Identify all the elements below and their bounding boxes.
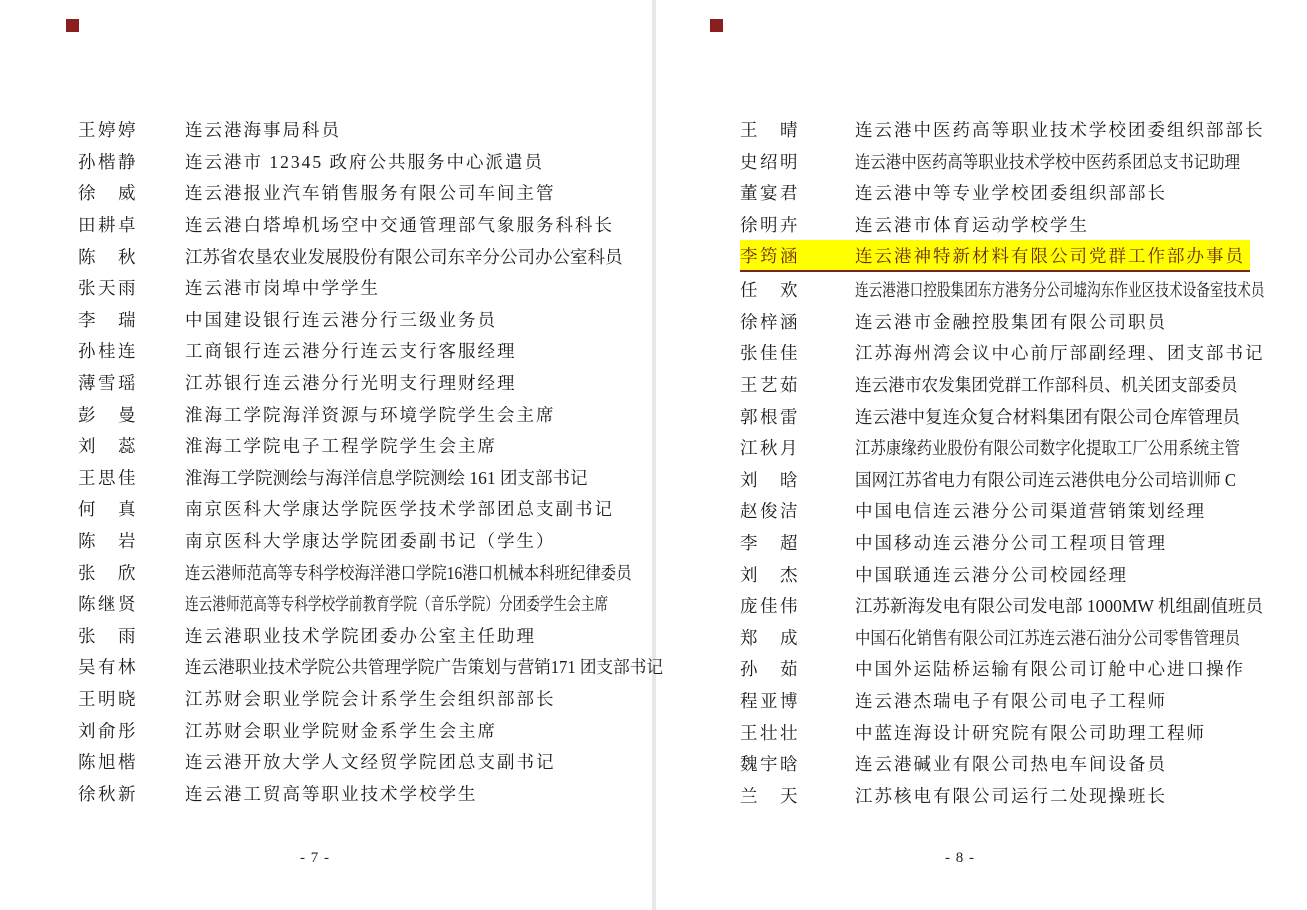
list-item	[78, 588, 728, 620]
person-name: 程亚博	[740, 690, 800, 711]
person-position: 江苏银行连云港分行光明支行理财经理	[185, 373, 517, 394]
person-name: 陈旭楷	[78, 752, 138, 773]
person-position: 连云港港口控股集团东方港务分公司墟沟东作业区技术设备室技术员	[855, 280, 1265, 301]
person-position: 淮海工学院测绘与海洋信息学院测绘 161 团支部书记	[185, 467, 588, 488]
person-name: 王艺茹	[740, 375, 800, 396]
person-position: 中国移动连云港分公司工程项目管理	[855, 533, 1167, 554]
list-item	[78, 777, 728, 809]
person-name: 董宴君	[740, 183, 800, 204]
list-item	[740, 748, 1307, 780]
list-item	[740, 400, 1307, 432]
list-item	[78, 651, 728, 683]
person-position: 连云港中等专业学校团委组织部部长	[855, 183, 1167, 204]
page-7-entries	[78, 114, 728, 809]
person-name: 王思佳	[78, 467, 138, 488]
person-name: 张天雨	[78, 278, 138, 299]
person-position: 连云港报业汽车销售服务有限公司车间主管	[185, 183, 556, 204]
list-item	[740, 274, 1307, 306]
person-name: 孙 茹	[740, 659, 800, 680]
list-item	[740, 779, 1307, 811]
list-item	[740, 653, 1307, 685]
person-name: 徐秋新	[78, 783, 138, 804]
list-item	[740, 527, 1307, 559]
list-item	[740, 716, 1307, 748]
person-position: 淮海工学院电子工程学院学生会主席	[185, 436, 497, 457]
list-item	[78, 272, 728, 304]
list-item	[78, 556, 728, 588]
person-name: 任 欢	[740, 280, 800, 301]
person-position: 连云港职业技术学院公共管理学院广告策划与营销171 团支部书记	[185, 657, 663, 678]
person-position: 国网江苏省电力有限公司连云港供电分公司培训师 C	[855, 469, 1236, 490]
person-name: 彭 曼	[78, 404, 138, 425]
list-item	[740, 622, 1307, 654]
list-item	[78, 430, 728, 462]
list-item	[78, 462, 728, 494]
person-name: 史绍明	[740, 151, 800, 172]
person-name: 兰 天	[740, 785, 800, 806]
list-item	[78, 240, 728, 272]
person-name: 张 雨	[78, 625, 138, 646]
person-name: 王明晓	[78, 688, 138, 709]
list-item	[78, 146, 728, 178]
person-name: 刘俞彤	[78, 720, 138, 741]
person-position: 连云港杰瑞电子有限公司电子工程师	[855, 690, 1167, 711]
list-item	[740, 464, 1307, 496]
person-name: 庞佳伟	[740, 596, 800, 617]
person-position: 工商银行连云港分行连云支行客服经理	[185, 341, 517, 362]
person-position: 江苏核电有限公司运行二处现操班长	[855, 785, 1167, 806]
person-name: 孙楷静	[78, 151, 138, 172]
list-item	[78, 493, 728, 525]
person-position: 中国石化销售有限公司江苏连云港石油分公司零售管理员	[855, 627, 1240, 648]
list-item	[740, 146, 1307, 178]
person-position: 连云港碱业有限公司热电车间设备员	[855, 754, 1167, 775]
person-name: 李 超	[740, 533, 800, 554]
person-position: 连云港开放大学人文经贸学院团总支副书记	[185, 752, 556, 773]
list-item	[740, 432, 1307, 464]
list-item	[78, 367, 728, 399]
person-position: 连云港市农发集团党群工作部科员、机关团支部委员	[855, 375, 1238, 396]
list-item	[78, 209, 728, 241]
person-position: 淮海工学院海洋资源与环境学院学生会主席	[185, 404, 556, 425]
person-name: 魏宇晗	[740, 754, 800, 775]
person-position: 江苏财会职业学院财金系学生会主席	[185, 720, 497, 741]
person-position: 连云港市体育运动学校学生	[855, 215, 1089, 236]
list-item	[78, 177, 728, 209]
person-name: 刘 杰	[740, 564, 800, 585]
list-item-highlighted	[740, 240, 1250, 272]
person-name: 赵俊洁	[740, 501, 800, 522]
person-position: 连云港白塔埠机场空中交通管理部气象服务科科长	[185, 215, 614, 236]
person-name: 陈 岩	[78, 531, 138, 552]
list-item	[78, 714, 728, 746]
person-position: 中蓝连海设计研究院有限公司助理工程师	[855, 722, 1206, 743]
page-7-number: - 7 -	[300, 850, 330, 866]
person-name: 刘 晗	[740, 469, 800, 490]
list-item	[78, 398, 728, 430]
person-name: 郑 成	[740, 627, 800, 648]
person-position: 江苏海州湾会议中心前厅部副经理、团支部书记	[855, 343, 1265, 364]
person-name: 张佳佳	[740, 343, 800, 364]
person-position: 中国电信连云港分公司渠道营销策划经理	[855, 501, 1206, 522]
person-position: 连云港中医药高等职业技术学校中医药系团总支书记助理	[855, 151, 1240, 172]
list-item	[740, 337, 1307, 369]
person-name: 刘 蕊	[78, 436, 138, 457]
list-item	[78, 114, 728, 146]
person-position: 连云港职业技术学院团委办公室主任助理	[185, 625, 536, 646]
person-position: 连云港工贸高等职业技术学校学生	[185, 783, 478, 804]
person-name: 孙桂连	[78, 341, 138, 362]
person-name: 徐明卉	[740, 215, 800, 236]
person-name: 李 瑞	[78, 309, 138, 330]
person-position: 连云港市 12345 政府公共服务中心派遣员	[185, 151, 544, 172]
person-position: 连云港海事局科员	[185, 120, 341, 141]
person-name: 徐梓涵	[740, 311, 800, 332]
person-name: 徐 威	[78, 183, 138, 204]
list-item	[78, 335, 728, 367]
person-name: 何 真	[78, 499, 138, 520]
list-item	[740, 558, 1307, 590]
person-position: 江苏财会职业学院会计系学生会组织部部长	[185, 688, 556, 709]
person-position: 中国外运陆桥运输有限公司订舱中心进口操作	[855, 659, 1245, 680]
person-position: 连云港市岗埠中学学生	[185, 278, 380, 299]
person-name: 李筠涵	[740, 245, 800, 266]
list-item	[740, 177, 1307, 209]
page-8-entries	[740, 114, 1307, 811]
list-item	[78, 304, 728, 336]
person-position: 连云港师范高等专科学校学前教育学院（音乐学院）分团委学生会主席	[185, 594, 609, 615]
list-item	[740, 114, 1307, 146]
person-position: 中国联通连云港分公司校园经理	[855, 564, 1128, 585]
person-position: 中国建设银行连云港分行三级业务员	[185, 309, 497, 330]
person-position: 南京医科大学康达学院团委副书记（学生）	[185, 531, 556, 552]
list-item	[740, 306, 1307, 338]
person-position: 连云港师范高等专科学校海洋港口学院16港口机械本科班纪律委员	[185, 562, 632, 583]
person-name: 薄雪瑶	[78, 373, 138, 394]
person-position: 连云港市金融控股集团有限公司职员	[855, 311, 1167, 332]
person-name: 王壮壮	[740, 722, 800, 743]
list-item	[740, 590, 1307, 622]
person-position: 南京医科大学康达学院医学技术学部团总支副书记	[185, 499, 614, 520]
person-position: 连云港神特新材料有限公司党群工作部办事员	[855, 245, 1245, 266]
person-name: 吴有林	[78, 657, 138, 678]
person-name: 郭根雷	[740, 406, 800, 427]
list-item	[740, 685, 1307, 717]
person-position: 连云港中医药高等职业技术学校团委组织部部长	[855, 120, 1265, 141]
person-position: 连云港中复连众复合材料集团有限公司仓库管理员	[855, 406, 1240, 427]
list-item	[78, 620, 728, 652]
list-item	[78, 525, 728, 557]
person-name: 张 欣	[78, 562, 138, 583]
person-name: 田耕卓	[78, 215, 138, 236]
person-name: 陈 秋	[78, 246, 138, 267]
list-item	[740, 209, 1307, 241]
page8-corner-marker-icon	[710, 19, 723, 32]
list-item	[740, 495, 1307, 527]
person-position: 江苏康缘药业股份有限公司数字化提取工厂公用系统主管	[855, 438, 1240, 459]
person-name: 陈继贤	[78, 594, 138, 615]
person-position: 江苏省农垦农业发展股份有限公司东辛分公司办公室科员	[185, 246, 623, 267]
person-name: 江秋月	[740, 438, 800, 459]
list-item	[78, 683, 728, 715]
page-8-number: - 8 -	[945, 850, 975, 866]
person-name: 王 晴	[740, 120, 800, 141]
list-item	[78, 746, 728, 778]
person-position: 江苏新海发电有限公司发电部 1000MW 机组副值班员	[855, 596, 1264, 617]
list-item	[740, 369, 1307, 401]
person-name: 王婷婷	[78, 120, 138, 141]
page7-corner-marker-icon	[66, 19, 79, 32]
